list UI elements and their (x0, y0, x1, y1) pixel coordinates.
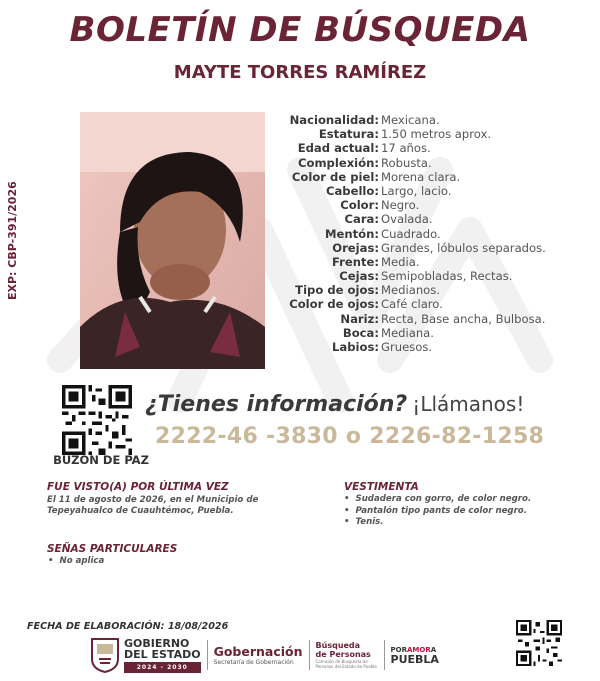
detail-label: Frente: (331, 254, 379, 269)
person-name: MAYTE TORRES RAMÍREZ (173, 62, 427, 83)
detail-label: Cara: (344, 212, 379, 227)
detail-label: Edad actual: (297, 141, 379, 156)
detail-row (270, 326, 590, 340)
gobernacion-title: Gobernación (213, 644, 303, 659)
detail-value: Morena clara. (381, 169, 461, 184)
qr-code-footer[interactable] (516, 620, 562, 666)
physical-details (270, 113, 590, 354)
detail-value: Recta, Base ancha, Bulbosa. (381, 311, 546, 326)
detail-value: Largo, lacio. (381, 183, 452, 198)
phone-numbers[interactable]: 2222-46 -3830 o 2226-82-1258 (155, 424, 545, 449)
detail-label: Mentón: (324, 226, 379, 241)
case-number: EXP: CBP-391/2026 (6, 181, 19, 300)
buzon-label: BUZON DE PAZ (53, 453, 149, 467)
last-seen-heading: FUE VISTO(A) POR ÚLTIMA VEZ (47, 481, 229, 493)
detail-row (270, 227, 590, 241)
detail-row (270, 212, 590, 226)
detail-label: Nacionalidad: (289, 113, 379, 127)
qr-code-buzon[interactable] (62, 385, 132, 455)
detail-row (270, 283, 590, 297)
person-photo (80, 112, 265, 369)
detail-value: 17 años. (381, 141, 431, 156)
detail-label: Nariz: (340, 311, 379, 326)
detail-row (270, 141, 590, 155)
detail-row (270, 113, 590, 127)
gobierno-line1: GOBIERNO (124, 636, 190, 650)
detail-value: Ovalada. (381, 212, 433, 227)
amor-puebla: PUEBLA (390, 653, 439, 666)
last-seen-text (47, 495, 258, 517)
gobierno-line2: DEL ESTADO (124, 647, 201, 661)
detail-value: Grandes, lóbulos separados. (381, 240, 546, 255)
detail-label: Boca: (342, 325, 379, 340)
detail-label: Color de piel: (291, 169, 379, 184)
bulletin-title: BOLETÍN DE BÚSQUEDA (69, 10, 531, 50)
detail-value: Media. (381, 254, 420, 269)
detail-value: Café claro. (381, 297, 443, 312)
detail-row (270, 198, 590, 212)
detail-row (270, 255, 590, 269)
detail-value: Robusta. (381, 155, 432, 170)
detail-row (270, 297, 590, 311)
detail-label: Orejas: (332, 240, 379, 255)
divider (384, 640, 385, 670)
detail-label: Color: (340, 198, 379, 213)
detail-label: Cejas: (339, 269, 379, 284)
clothing-heading: VESTIMENTA (344, 481, 419, 493)
last-seen-line: Tepeyahualco de Cuauhtémoc, Puebla. (47, 506, 234, 516)
detail-label: Estatura: (318, 127, 379, 142)
detail-value: Semipobladas, Rectas. (381, 269, 513, 284)
gobernacion-logo (214, 644, 303, 666)
detail-label: Complexión: (298, 155, 379, 170)
detail-value: Negro. (381, 198, 420, 213)
detail-value: Mexicana. (381, 113, 440, 127)
clothing-item: • Pantalón tipo pants de color negro. (338, 506, 531, 518)
detail-value: Mediana. (381, 325, 434, 340)
detail-value: Medianos. (381, 283, 440, 298)
clothing-list (338, 494, 531, 529)
detail-label: Tipo de ojos: (295, 283, 379, 298)
busqueda-logo (316, 641, 378, 669)
marks-list (42, 556, 104, 568)
detail-row (270, 127, 590, 141)
clothing-item: • Tenis. (338, 517, 531, 529)
marks-heading: SEÑAS PARTICULARES (47, 543, 178, 555)
detail-value: Gruesos. (381, 340, 433, 354)
detail-label: Labios: (332, 340, 379, 354)
detail-row (270, 184, 590, 198)
amor-puebla-logo (391, 645, 439, 665)
clothing-item: • Sudadera con gorro, de color negro. (338, 494, 531, 506)
info-question: ¿Tienes información? (145, 392, 408, 417)
creation-date: FECHA DE ELABORACIÓN: 18/08/2026 (27, 621, 229, 632)
amor-word: AMOR (407, 646, 431, 654)
last-seen-line: El 11 de agosto de 2026, en el Municipio de (47, 495, 259, 505)
busqueda-line1: Búsqueda (315, 641, 361, 650)
detail-row (270, 312, 590, 326)
detail-row (270, 340, 590, 354)
marks-item: • No aplica (42, 556, 104, 568)
divider (309, 640, 310, 670)
call-prompt: ¡Llámanos! (412, 392, 525, 416)
state-seal-icon (90, 637, 120, 673)
detail-label: Cabello: (325, 183, 379, 198)
busqueda-subtitle: Comisión de Búsqueda de Personas del Estado de Puebla (315, 659, 377, 669)
divider (207, 640, 208, 670)
detail-label: Color de ojos: (289, 297, 379, 312)
footer-logos (90, 633, 439, 677)
detail-value: 1.50 metros aprox. (381, 127, 492, 142)
gobierno-years: 2024 - 2030 (124, 662, 201, 673)
detail-row (270, 241, 590, 255)
gobierno-logo (90, 637, 201, 673)
busqueda-line2: de Personas (315, 650, 371, 659)
gobernacion-subtitle: Secretaría de Gobernación (213, 659, 294, 666)
info-prompt (145, 392, 595, 417)
detail-row (270, 156, 590, 170)
amor-a: A (430, 646, 437, 654)
detail-row (270, 170, 590, 184)
amor-por: POR (390, 646, 408, 654)
detail-value: Cuadrado. (381, 226, 441, 241)
detail-row (270, 269, 590, 283)
